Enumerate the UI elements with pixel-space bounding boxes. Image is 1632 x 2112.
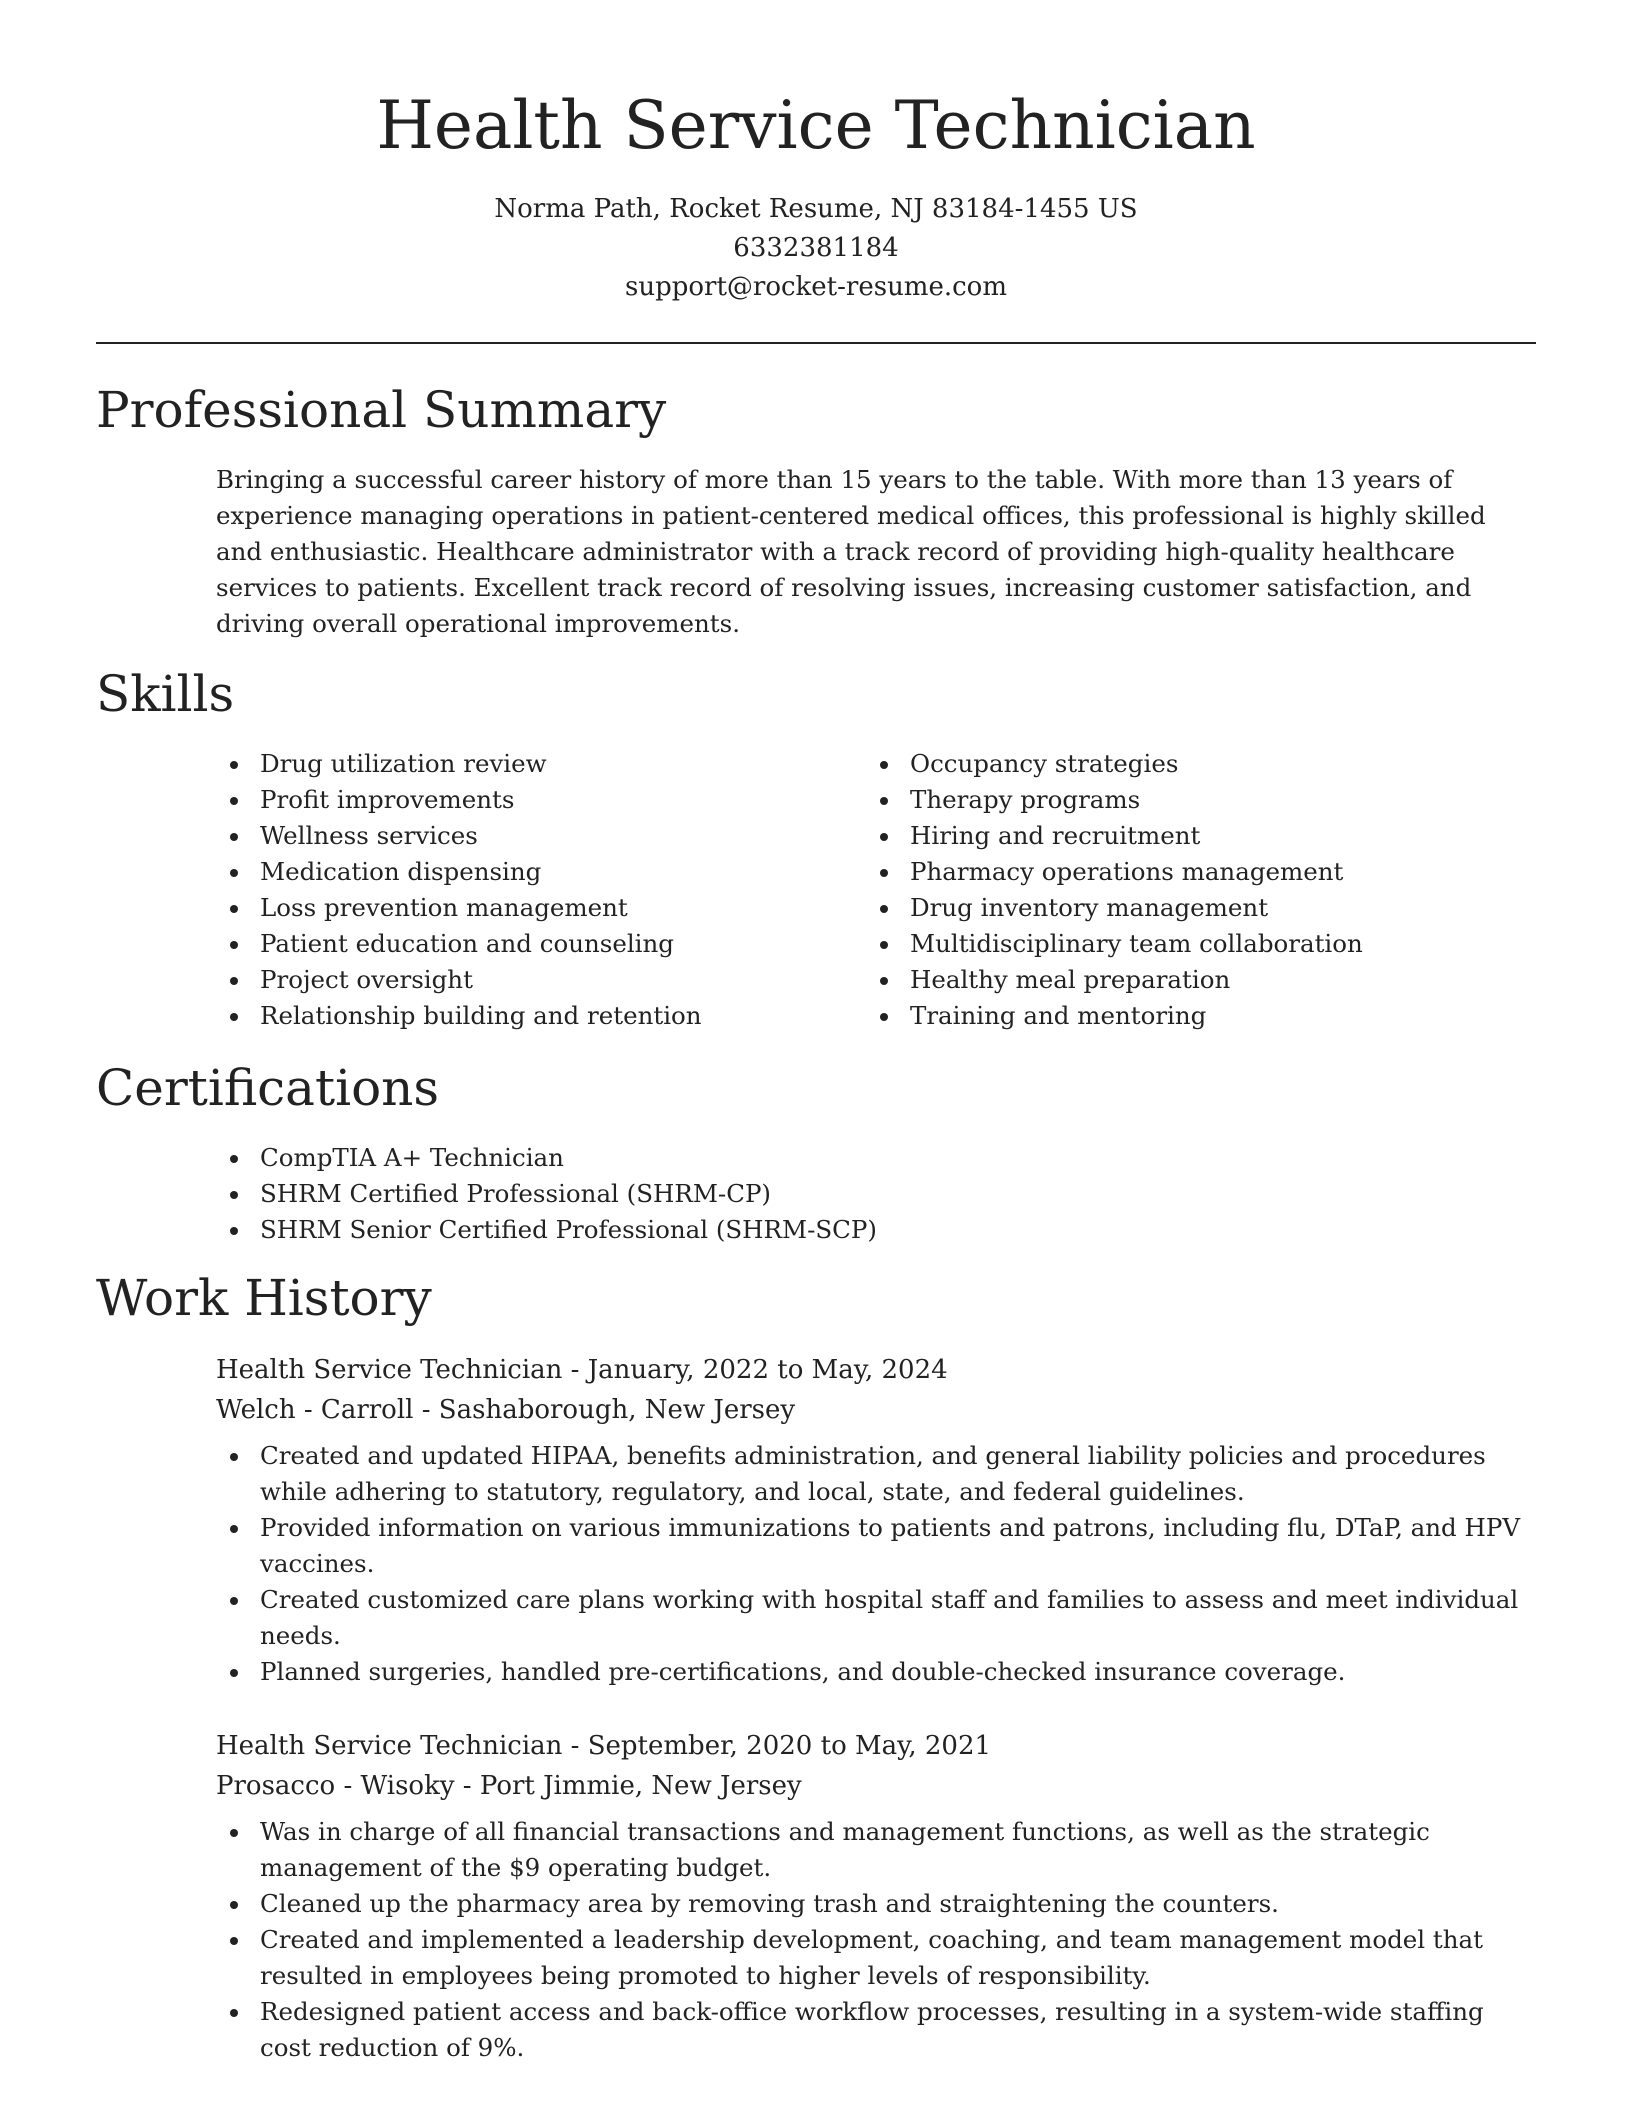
skill-item: Project oversight [216,962,856,998]
job-bullet: Cleaned up the pharmacy area by removing trash and straightening the counters. [216,1886,1536,1922]
job-role: Health Service Technician [216,1731,563,1761]
job-title-line: Health Service Technician - January, 2022 to May, 2024 [216,1355,948,1385]
job-bullet: Was in charge of all financial transactions and management functions, as well as the strategic management of the $9 operating budget. [216,1814,1536,1886]
job-title-line: Health Service Technician - September, 2020 to May, 2021 [216,1731,992,1761]
skill-item: Profit improvements [216,782,856,818]
job-bullet: Created and implemented a leadership development, coaching, and team management model that resulted in employees being promoted to higher levels of responsibility. [216,1922,1536,1994]
skill-item: Wellness services [216,818,856,854]
job-bullet: Created customized care plans working with hospital staff and families to assess and meet individual needs. [216,1582,1536,1654]
contact-address: Norma Path, Rocket Resume, NJ 83184-1455 US [494,194,1138,224]
skill-item: Relationship building and retention [216,998,856,1034]
job-dates: September, 2020 to May, 2021 [587,1731,992,1761]
skills-list-left [216,746,856,1034]
job-company: Prosacco - Wisoky [216,1771,455,1801]
job-bullet-list [216,1438,1536,1690]
skill-item: Multidisciplinary team collaboration [866,926,1506,962]
certification-item: SHRM Senior Certified Professional (SHRM-SCP) [216,1212,1516,1248]
skills-list-right [866,746,1506,1034]
skill-item: Pharmacy operations management [866,854,1506,890]
job-bullet: Created and updated HIPAA, benefits administration, and general liability policies and procedures while adhering to statutory, regulatory, and local, state, and federal guidelines. [216,1438,1536,1510]
skill-item: Therapy programs [866,782,1506,818]
contact-info [0,190,1632,307]
skill-item: Training and mentoring [866,998,1506,1034]
skill-item: Loss prevention management [216,890,856,926]
contact-email: support@rocket-resume.com [624,272,1007,302]
job-bullet: Redesigned patient access and back-office workflow processes, resulting in a system-wide staffing cost reduction of 9%. [216,1994,1536,2066]
job-bullet-list [216,1814,1536,2066]
certifications-heading: Certifications [96,1059,440,1117]
job-location: Sashaborough, New Jersey [438,1395,796,1425]
job-bullet: Planned surgeries, handled pre-certifications, and double-checked insurance coverage. [216,1654,1536,1690]
work-history-heading: Work History [96,1269,432,1327]
header-divider [96,342,1536,344]
job-company-line: Welch - Carroll - Sashaborough, New Jersey [216,1395,796,1425]
contact-phone: 6332381184 [733,233,899,263]
skill-item: Patient education and counseling [216,926,856,962]
job-dates: January, 2022 to May, 2024 [587,1355,948,1385]
skill-item: Hiring and recruitment [866,818,1506,854]
job-company: Welch - Carroll [216,1395,414,1425]
summary-text: Bringing a successful career history of more than 15 years to the table. With more than 13 years of experience managing operations in patient-centered medical offices, this professional is highly skilled and enthusiastic. Healthcare administrator with a track record of providing high-quality healthcare services to patients. Excellent track record of resolving issues, increasing customer satisfaction, and driving overall operational improvements. [216,465,1486,638]
summary-heading: Professional Summary [96,381,667,439]
job-role: Health Service Technician [216,1355,563,1385]
skill-item: Drug inventory management [866,890,1506,926]
certification-item: CompTIA A+ Technician [216,1140,1516,1176]
job-bullet: Provided information on various immunizations to patients and patrons, including flu, DTaP, and HPV vaccines. [216,1510,1536,1582]
candidate-name: Health Service Technician [376,87,1256,164]
certifications-list [216,1140,1516,1248]
skill-item: Occupancy strategies [866,746,1506,782]
job-company-line: Prosacco - Wisoky - Port Jimmie, New Jersey [216,1771,802,1801]
skill-item: Medication dispensing [216,854,856,890]
skill-item: Drug utilization review [216,746,856,782]
job-location: Port Jimmie, New Jersey [479,1771,802,1801]
certification-item: SHRM Certified Professional (SHRM-CP) [216,1176,1516,1212]
skill-item: Healthy meal preparation [866,962,1506,998]
skills-heading: Skills [96,665,235,723]
